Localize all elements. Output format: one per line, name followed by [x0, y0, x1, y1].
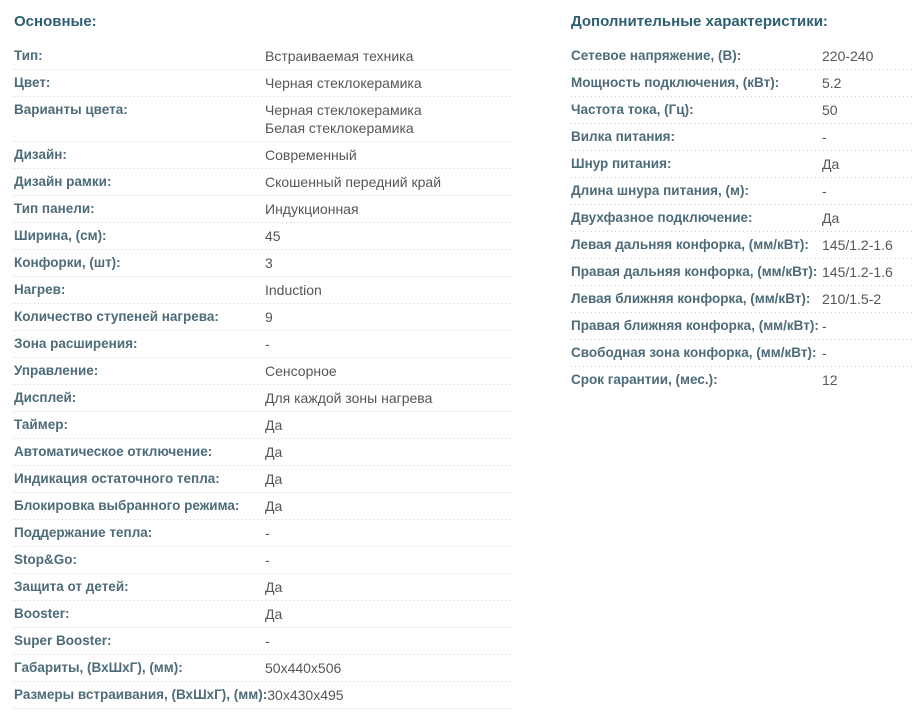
spec-value-line: Встраиваемая техника [265, 48, 414, 64]
spec-value [265, 416, 282, 434]
spec-value-line: Индукционная [265, 201, 359, 217]
spec-row [14, 601, 513, 628]
spec-value-line: Да [822, 156, 840, 172]
spec-row [14, 412, 513, 439]
spec-value [267, 686, 343, 704]
spec-value [265, 47, 413, 65]
spec-row [571, 286, 914, 313]
spec-value-line: Induction [265, 282, 322, 298]
spec-value-line: Белая стеклокерамика [265, 120, 414, 136]
spec-value [265, 74, 422, 92]
spec-value-line: Черная стеклокерамика [265, 75, 422, 91]
spec-row [571, 313, 914, 340]
spec-value [265, 443, 282, 461]
spec-value-line: - [822, 183, 827, 199]
spec-label: Свободная зона конфорка, (мм/кВт): [571, 345, 817, 360]
spec-row [571, 205, 914, 232]
spec-row [14, 97, 513, 142]
spec-row [14, 628, 513, 655]
spec-label: Цвет: [14, 75, 51, 90]
spec-value-line: - [822, 129, 827, 145]
spec-label: Booster: [14, 606, 70, 621]
spec-label: Двухфазное подключение: [571, 210, 753, 225]
spec-label: Шнур питания: [571, 156, 672, 171]
spec-label: Индикация остаточного тепла: [14, 471, 220, 486]
spec-value-line: - [265, 552, 270, 568]
spec-value-line: Да [265, 579, 283, 595]
spec-value-line: - [265, 336, 270, 352]
spec-label: Автоматическое отключение: [14, 444, 213, 459]
spec-value-line: Да [265, 471, 283, 487]
spec-row [14, 223, 513, 250]
spec-label: Поддержание тепла: [14, 525, 153, 540]
spec-columns [14, 12, 914, 709]
spec-row [571, 70, 914, 97]
spec-label: Дизайн: [14, 147, 67, 162]
spec-value [265, 659, 341, 677]
spec-label: Защита от детей: [14, 579, 129, 594]
spec-value [822, 74, 841, 92]
spec-row [571, 232, 914, 259]
spec-value-line: 12 [822, 372, 838, 388]
spec-value-line: Для каждой зоны нагрева [265, 390, 433, 406]
spec-value [822, 209, 839, 227]
spec-row [571, 151, 914, 178]
spec-value-line: 210/1.5-2 [822, 291, 882, 307]
spec-value-line: 45 [265, 228, 281, 244]
spec-value [265, 200, 359, 218]
spec-row [14, 547, 513, 574]
spec-row [14, 493, 513, 520]
spec-label: Правая ближняя конфорка, (мм/кВт): [571, 318, 819, 333]
spec-value-line: 30x430x495 [267, 687, 344, 703]
spec-row [14, 196, 513, 223]
spec-value [265, 470, 282, 488]
spec-label: Мощность подключения, (кВт): [571, 75, 780, 90]
spec-value-line: 3 [265, 255, 273, 271]
spec-value [822, 101, 838, 119]
spec-value [822, 263, 893, 281]
spec-value [265, 362, 337, 380]
spec-label: Правая дальняя конфорка, (мм/кВт): [571, 264, 818, 279]
spec-label: Количество ступеней нагрева: [14, 309, 219, 324]
spec-value-line: Да [265, 444, 283, 460]
spec-value-line: 220-240 [822, 48, 874, 64]
spec-value [265, 335, 270, 353]
spec-value [822, 47, 873, 65]
spec-row [14, 331, 513, 358]
spec-label: Таймер: [14, 417, 68, 432]
spec-section-additional [571, 12, 914, 394]
spec-row [14, 466, 513, 493]
spec-rows-main [14, 43, 513, 709]
spec-row [14, 682, 513, 709]
spec-label: Ширина, (см): [14, 228, 107, 243]
spec-label: Частота тока, (Гц): [571, 102, 694, 117]
spec-value-line: Черная стеклокерамика [265, 102, 422, 118]
spec-row [14, 43, 513, 70]
spec-label: Управление: [14, 363, 99, 378]
spec-value [265, 308, 273, 326]
spec-value [265, 632, 270, 650]
spec-value-line: - [822, 318, 827, 334]
spec-value [822, 317, 827, 335]
spec-value [822, 182, 827, 200]
spec-label: Варианты цвета: [14, 102, 128, 117]
section-title-main: Основные: [14, 13, 97, 30]
spec-label: Stop&Go: [14, 552, 77, 567]
spec-row [14, 142, 513, 169]
spec-value [265, 497, 282, 515]
spec-row [571, 367, 914, 394]
spec-label: Левая дальняя конфорка, (мм/кВт): [571, 237, 809, 252]
spec-value [822, 236, 893, 254]
spec-label: Габариты, (ВхШхГ), (мм): [14, 660, 183, 675]
spec-value [265, 254, 273, 272]
spec-row [571, 340, 914, 367]
spec-rows-additional [571, 43, 914, 394]
spec-label: Левая ближняя конфорка, (мм/кВт): [571, 291, 811, 306]
spec-value [265, 227, 281, 245]
spec-label: Длина шнура питания, (м): [571, 183, 750, 198]
spec-value [822, 155, 839, 173]
spec-label: Сетевое напряжение, (В): [571, 48, 742, 63]
spec-value-line: 50 [822, 102, 838, 118]
spec-value-line: Сенсорное [265, 363, 337, 379]
spec-value-line: Да [265, 498, 283, 514]
spec-row [14, 520, 513, 547]
spec-label: Super Booster: [14, 633, 112, 648]
spec-value-line: - [265, 525, 270, 541]
spec-label: Дисплей: [14, 390, 77, 405]
spec-value [265, 173, 441, 191]
spec-row [14, 385, 513, 412]
spec-value-line: - [265, 633, 270, 649]
spec-value [265, 389, 432, 407]
spec-value-line: Скошенный передний край [265, 174, 442, 190]
spec-row [571, 97, 914, 124]
spec-row [14, 655, 513, 682]
spec-value [265, 578, 282, 596]
spec-value-line: - [822, 345, 827, 361]
spec-row [571, 259, 914, 286]
spec-label: Нагрев: [14, 282, 66, 297]
spec-row [571, 178, 914, 205]
spec-row [571, 43, 914, 70]
spec-value [265, 551, 270, 569]
spec-value-line: Да [265, 417, 283, 433]
spec-row [14, 250, 513, 277]
spec-row [14, 439, 513, 466]
spec-label: Блокировка выбранного режима: [14, 498, 240, 513]
spec-row [571, 124, 914, 151]
spec-label: Конфорки, (шт): [14, 255, 121, 270]
spec-value-line: Да [265, 606, 283, 622]
spec-label: Срок гарантии, (мес.): [571, 372, 718, 387]
spec-label: Зона расширения: [14, 336, 138, 351]
spec-value [822, 290, 881, 308]
spec-section-main [14, 12, 513, 709]
spec-label: Вилка питания: [571, 129, 676, 144]
spec-value [265, 605, 282, 623]
spec-value-line: 145/1.2-1.6 [822, 237, 893, 253]
spec-value [265, 524, 270, 542]
spec-row [14, 169, 513, 196]
spec-label: Размеры встраивания, (ВхШхГ), (мм): [14, 687, 268, 702]
spec-row [14, 70, 513, 97]
spec-value [822, 371, 838, 389]
spec-row [14, 277, 513, 304]
section-title-additional: Дополнительные характеристики: [571, 13, 828, 30]
spec-row [14, 574, 513, 601]
spec-value [822, 128, 827, 146]
spec-label: Тип панели: [14, 201, 95, 216]
spec-value-line: 145/1.2-1.6 [822, 264, 893, 280]
spec-label: Тип: [14, 48, 43, 63]
spec-value [265, 101, 422, 137]
spec-value [822, 344, 827, 362]
spec-label: Дизайн рамки: [14, 174, 112, 189]
spec-value-line: Современный [265, 147, 357, 163]
spec-row [14, 304, 513, 331]
spec-value-line: Да [822, 210, 840, 226]
spec-value-line: 9 [265, 309, 273, 325]
spec-value-line: 50x440x506 [265, 660, 342, 676]
spec-value-line: 5.2 [822, 75, 842, 91]
spec-value [265, 281, 322, 299]
spec-value [265, 146, 357, 164]
spec-row [14, 358, 513, 385]
